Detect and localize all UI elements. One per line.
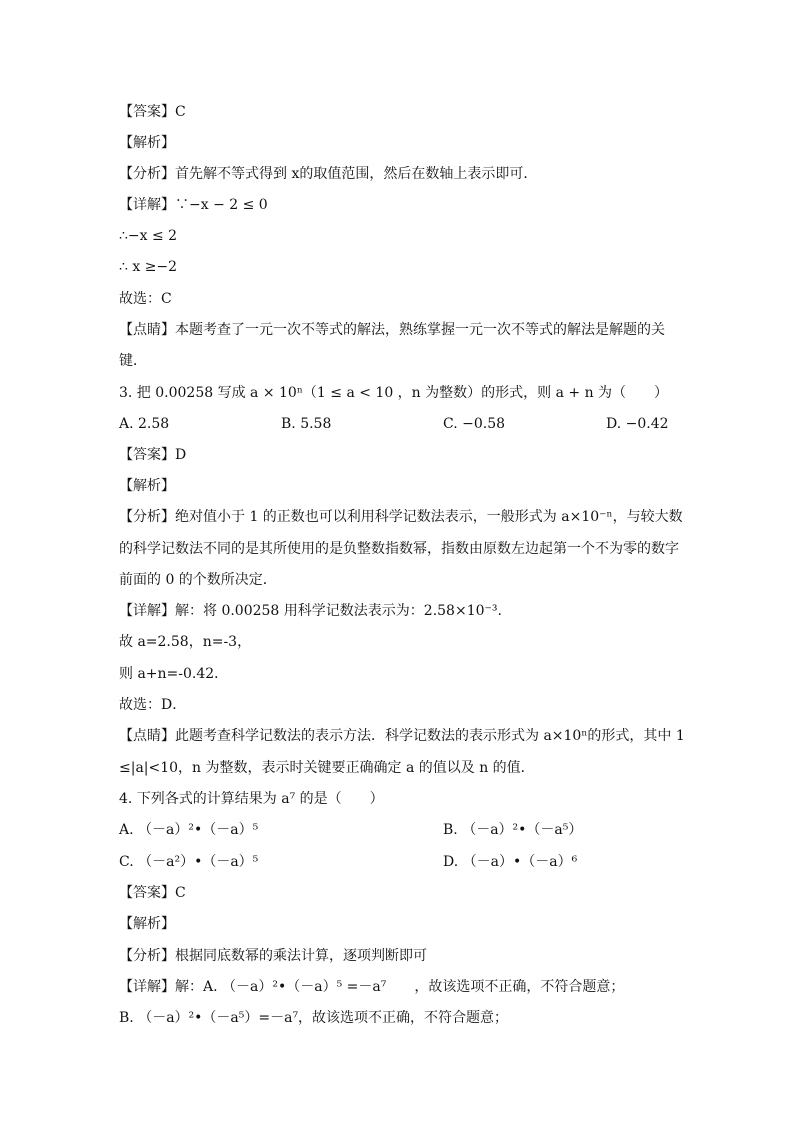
q3-fenxi-line1: 【分析】绝对值小于 1 的正数也可以利用科学记数法表示，一般形式为 a×10⁻ⁿ，与较大数: [119, 509, 683, 525]
q4-stem: 4. 下列各式的计算结果为 a⁷ 的是（ ）: [119, 791, 384, 807]
q3-option-b: B. 5.58: [281, 416, 332, 432]
q4-step-b: B. （－a）²•（－a⁵）=－a⁷，故该选项不正确，不符合题意；: [119, 1010, 509, 1026]
q3-option-c: C. −0.58: [443, 416, 506, 432]
q3-xiangjie: 【详解】解：将 0.00258 用科学记数法表示为：2.58×10⁻³.: [119, 603, 502, 619]
q2-dianjing-line1: 【点睛】本题考查了一元一次不等式的解法，熟练掌握一元一次不等式的解法是解题的关: [119, 322, 665, 338]
q2-answer: 【答案】C: [119, 104, 186, 120]
q4-option-c: C. （－a²）•（－a）⁵: [119, 854, 259, 870]
q4-analysis-header: 【解析】: [119, 916, 175, 932]
q3-analysis-header: 【解析】: [119, 478, 175, 494]
q3-answer: 【答案】D: [119, 447, 187, 463]
q2-analysis-header: 【解析】: [119, 135, 175, 151]
q2-step1: ∴−x ≤ 2: [119, 228, 178, 244]
q2-xiangjie: 【详解】∵−x − 2 ≤ 0: [119, 197, 268, 213]
q4-answer: 【答案】C: [119, 885, 186, 901]
q3-step1: 故 a=2.58，n=-3，: [119, 634, 252, 650]
q3-option-d: D. −0.42: [606, 416, 669, 432]
q4-xiangjie: 【详解】解：A. （－a）²•（－a）⁵ =－a⁷ ，故该选项不正确，不符合题意；: [119, 979, 625, 995]
q4-fenxi: 【分析】根据同底数幂的乘法计算，逐项判断即可: [119, 948, 427, 964]
q2-fenxi: 【分析】首先解不等式得到 x的取值范围，然后在数轴上表示即可．: [119, 166, 538, 182]
q2-step2: ∴ x ≥−2: [119, 259, 178, 275]
q3-step2: 则 a+n=-0.42．: [119, 666, 229, 682]
q3-stem: 3. 把 0.00258 写成 a × 10ⁿ（1 ≤ a < 10 ，n 为整数）的形式，则 a + n 为（ ）: [119, 385, 669, 401]
q3-option-a: A. 2.58: [119, 416, 170, 432]
q3-dianjing-line1: 【点睛】此题考查科学记数法的表示方法．科学记数法的表示形式为 a×10ⁿ的形式，其中 1: [119, 728, 685, 744]
q2-dianjing-line2: 键．: [119, 353, 147, 369]
q3-dianjing-line2: ≤|a|<10，n 为整数，表示时关键要正确确定 a 的值以及 n 的值．: [119, 760, 535, 776]
q4-option-d: D. （－a）•（－a）⁶: [443, 854, 578, 870]
q4-option-a: A. （－a）²•（－a）⁵: [119, 822, 259, 838]
q3-choose: 故选：D．: [119, 697, 187, 713]
q2-choose: 故选：C: [119, 291, 172, 307]
q3-fenxi-line2: 的科学记数法不同的是其所使用的是负整数指数幂，指数由原数左边起第一个不为零的数字: [119, 541, 679, 557]
q3-fenxi-line3: 前面的 0 的个数所决定．: [119, 572, 277, 588]
q4-option-b: B. （－a）²•（－a⁵）: [443, 822, 583, 838]
